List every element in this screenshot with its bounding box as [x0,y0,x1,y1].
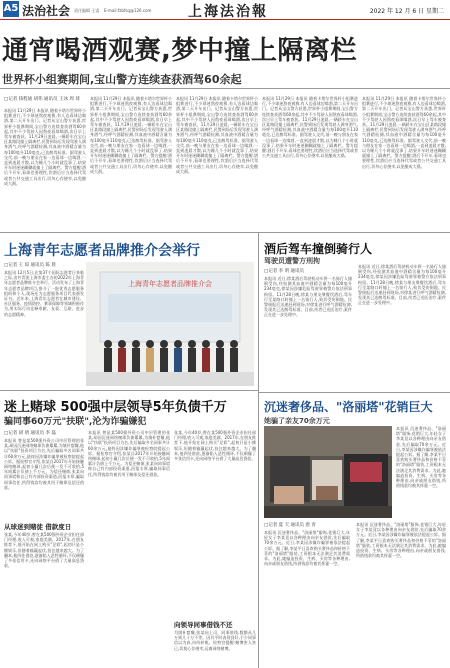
gambling-subtitle: 骗同事60万元"扶联",沦为诈骗嫌犯 [4,417,147,427]
divider [0,390,258,391]
gambling-subhead-2: 向领导同事借钱不还 [174,621,233,629]
drunk-rider-byline: □记者 李 明 通讯员 [264,269,305,274]
lead-headline: 通宵喝酒观赛,梦中撞上隔离栏 [2,36,357,66]
divider [0,88,450,89]
gambling-body-col2: 本报讯 曾是某500强外资公司中层管理的张某,却因沉迷网络赌球负债累累,为填补窟窿,他以"扶联"投资项目为名,先后骗取多名同事共计60余万元,最终因涉嫌诈骗罪被检察院提起公诉。据检察官介绍,张某自2017年开始接触网络赌球,起初小赢几次后便一发不可收拾,5年间累计负债上千万元。为偿还赌债,张某向同事谎称自己有内部投资渠道,回报丰厚,骗取同事信任,所得钱款均被其用于赌球及偿还借款。 [88,430,170,477]
luxury-body-col1: 本报讯 沉迷奢侈品、"洛丽塔"服饰,花销巨大,年轻女子李某竟以各种理由向亲友借款,先后骗取70余万元。近日,李某因涉嫌诈骗罪被依法提起公诉。据了解,李某平日喜欢购买奢侈品和价格不菲的"洛丽塔"服装,工资根本无法满足其消费需求。为此,她编造投资、生病、买房等各种理由,向亲戚朋友借钱,所借钱款均被其挥霍一空。 [264,530,350,567]
column-divider [258,232,259,668]
drunk-rider-body-col1: 本报讯 近日,徐某酒后驾驶机动车将一名骑行人撞倒受伤,经检测其血液中酒精含量为每100毫升234毫克,徐某因涉嫌危险驾驶罪被警方依法刑事拘留。11月28日晚,徐某与朋友聚餐饮酒后,驾车行至某路口时撞上一名骑行人,致其受伤倒地。民警接报后迅速赶到现场,对徐某进行呼气酒精检测,发现其已达醉驾标准。目前,伤者已送医治疗,案件正在进一步处理中。 [264,276,352,318]
lead-body-col2: 本报讯 11月29日 本报讯 随着卡塔尔世界杯小组赛进行,不少球迷熬夜观赛,有人边看球边喝酒,第二天开车出门。记者从宝山警方获悉,世界杯小组赛期间,宝山警方连续查获酒驾60余起,其中不少驾驶人因熬夜看球喝酒,次日早上驾车被查获。11月29日凌晨,一辆轿车在宝山区某路段撞上隔离栏,民警到场后发现驾驶人满身酒气,经呼气酒精检测,其血液中酒精含量为每100毫升110毫克,已达醉驾标准。据驾驶人交代,前一晚与朋友在家一边看球一边喝酒,一直到凌晨才散,以为睡几个小时就没事了,结果开车时迷迷糊糊就撞上了隔离栏。警方提醒:酒后不开车,看球也要理性,饮酒后应当选择代驾或者公共交通工具出行,切勿心存侥幸,以免酿成大祸。 [90,96,172,174]
lead-byline: □记者 钱程通 胡伟 通讯员 王冰 周 琦 [4,97,80,102]
drunk-rider-title: 酒后驾车撞倒骑行人 [264,242,373,256]
volunteer-photo-illustration [86,262,254,386]
lead-subhead: 世界杯小组赛期间,宝山警方连续查获酒驾60余起 [2,73,242,86]
gambling-body-col3: 张某,今年40岁,曾在某500强外资企业担任部门经理,收入可观,家庭美满。2017年,在朋友推荐下,他开始在网上购买"足彩",起初只是小额娱乐,但随着输赢起伏,投注越来越大。为了翻本,他四处借款,逐渐陷入恶性循环,不仅刷爆了多张信用卡,还向网络平台借了大量高息贷款。 [174,430,256,462]
gambling-body-col1: 本报讯 曾是某500强外资公司中层管理的张某,却因沉迷网络赌球负债累累,为填补窟窿,他以"扶联"投资项目为名,先后骗取多名同事共计60余万元,最终因涉嫌诈骗罪被检察院提起公诉。据检察官介绍,张某自2017年开始接触网络赌球,起初小赢几次后便一发不可收拾,5年间累计负债上千万元。为偿还赌债,张某向同事谎称自己有内部投资渠道,回报丰厚,骗取同事信任,所得钱款均被其用于赌球及偿还借款。 [4,438,84,490]
luxury-title: 沉迷奢侈品、"洛丽塔"花销巨大 [264,400,433,414]
page-header [0,0,450,20]
lead-body-col1: 本报讯 11月29日 本报讯 随着卡塔尔世界杯小组赛进行,不少球迷熬夜观赛,有人边看球边喝酒,第二天开车出门。记者从宝山警方获悉,世界杯小组赛期间,宝山警方连续查获酒驾60余起,其中不少驾驶人因熬夜看球喝酒,次日早上驾车被查获。11月29日凌晨,一辆轿车在宝山区某路段撞上隔离栏,民警到场后发现驾驶人满身酒气,经呼气酒精检测,其血液中酒精含量为每100毫升110毫克,已达醉驾标准。据驾驶人交代,前一晚与朋友在家一边看球一边喝酒,一直到凌晨才散,以为睡几个小时就没事了,结果开车时迷迷糊糊就撞上了隔离栏。警方提醒:酒后不开车,看球也要理性,饮酒后应当选择代驾或者公共交通工具出行,切勿心存侥幸,以免酿成大祸。 [4,108,86,186]
lead-body-col5: 本报讯 11月29日 本报讯 随着卡塔尔世界杯小组赛进行,不少球迷熬夜观赛,有人边看球边喝酒,第二天开车出门。记者从宝山警方获悉,世界杯小组赛期间,宝山警方连续查获酒驾60余起,其中不少驾驶人因熬夜看球喝酒,次日早上驾车被查获。11月29日凌晨,一辆轿车在宝山区某路段撞上隔离栏,民警到场后发现驾驶人满身酒气,经呼气酒精检测,其血液中酒精含量为每100毫升110毫克,已达醉驾标准。据驾驶人交代,前一晚与朋友在家一边看球一边喝酒,一直到凌晨才散,以为睡几个小时就没事了,结果开车时迷迷糊糊就撞上了隔离栏。警方提醒:酒后不开车,看球也要理性,饮酒后应当选择代驾或者公共交通工具出行,切勿心存侥幸,以免酿成大祸。 [362,96,446,169]
issue-date: 2022 年 12 月 6 日 星期二 [369,8,444,15]
editor-email: E-mail:fzbfsq@126.com [104,8,152,13]
lead-body-col3: 本报讯 11月29日 本报讯 随着卡塔尔世界杯小组赛进行,不少球迷熬夜观赛,有人边看球边喝酒,第二天开车出门。记者从宝山警方获悉,世界杯小组赛期间,宝山警方连续查获酒驾60余起,其中不少驾驶人因熬夜看球喝酒,次日早上驾车被查获。11月29日凌晨,一辆轿车在宝山区某路段撞上隔离栏,民警到场后发现驾驶人满身酒气,经呼气酒精检测,其血液中酒精含量为每100毫升110毫克,已达醉驾标准。据驾驶人交代,前一晚与朋友在家一边看球一边喝酒,一直到凌晨才散,以为睡几个小时就没事了,结果开车时迷迷糊糊就撞上了隔离栏。警方提醒:酒后不开车,看球也要理性,饮酒后应当选择代驾或者公共交通工具出行,切勿心存侥幸,以免酿成大祸。 [176,96,258,174]
drunk-rider-body-col2: 本报讯 近日,徐某酒后驾驶机动车将一名骑行人撞倒受伤,经检测其血液中酒精含量为每100毫升234毫克,徐某因涉嫌危险驾驶罪被警方依法刑事拘留。11月28日晚,徐某与朋友聚餐饮酒后,驾车行至某路口时撞上一名骑行人,致其受伤倒地。民警接报后迅速赶到现场,对徐某进行呼气酒精检测,发现其已达醉驾标准。目前,伤者已送医治疗,案件正在进一步处理中。 [358,264,446,306]
divider [259,392,450,393]
editor-credit: 责任编辑 王睿 [74,8,100,13]
backdrop-banner: 上海青年志愿者品牌推介会 [128,280,212,288]
gambling-byline: □记者 胡 倩 通讯员 李 磊 [4,431,56,436]
gambling-title: 迷上赌球 500强中层领导5年负债千万 [4,400,227,415]
divider [0,232,450,233]
volunteer-byline: □记者 王 琼 通讯员 陈 晨 [4,263,56,268]
gambling-subhead-1: 从球迷到赌徒 借款度日 [4,523,72,531]
gambling-body-col1b: 张某,今年40岁,曾在某500强外资企业担任部门经理,收入可观,家庭美满。2017年,在朋友推荐下,他开始在网上购买"足彩",起初只是小额娱乐,但随着输赢起伏,投注越来越大。为了翻本,他四处借款,逐渐陷入恶性循环,不仅刷爆了多张信用卡,还向网络平台借了大量高息贷款。 [4,532,84,569]
volunteer-body: 本报讯 12月5日,在第37个国际志愿者日来临之际,由共青团上海市委主办的2022年上海青年志愿者品牌推介会举行。活动发布了上海青年志愿者品牌项目,推介了一批优秀志愿服务组织和个人,现场还为志愿服务项目代表颁发证书。近年来,上海青年志愿者在城市建设、社区服务、疫情防控、赛事保障等领域积极作为,用实际行动诠释奉献、友爱、互助、进步的志愿精神。 [4,270,84,317]
page-number: A5 [3,1,19,17]
luxury-subtitle: 她骗了亲友70余万元 [264,417,330,425]
luxury-body-col-right: 本报讯 沉迷奢侈品、"洛丽塔"服饰,花销巨大,年轻女子李某竟以各种理由向亲友借款,先后骗取70余万元。近日,李某因涉嫌诈骗罪被依法提起公诉。据了解,李某平日喜欢购买奢侈品和价格不菲的"洛丽塔"服装,工资根本无法满足其消费需求。为此,她编造投资、生病、买房等各种理由,向亲戚朋友借钱,所借钱款均被其挥霍一空。 [396,426,446,489]
luxury-photo-illustration [264,426,392,518]
gambling-body-col3b: 为填补窟窿,张某向上司、同事借钱,数额从几万到几十万不等。因其平时表现良好,不少同事信以为真,纷纷转账。检察官提醒:赌博害人害己,切莫心存侥幸,远离网络赌博。 [174,630,256,651]
luxury-photo [264,426,392,518]
volunteer-title: 上海青年志愿者品牌推介会举行 [4,243,200,259]
luxury-body-col2: 本报讯 沉迷奢侈品、"洛丽塔"服饰,花销巨大,年轻女子李某竟以各种理由向亲友借款,先后骗取70余万元。近日,李某因涉嫌诈骗罪被依法提起公诉。据了解,李某平日喜欢购买奢侈品和价格不菲的"洛丽塔"服装,工资根本无法满足其消费需求。为此,她编造投资、生病、买房等各种理由,向亲戚朋友借钱,所借钱款均被其挥霍一空。 [356,522,446,559]
section-title: 法治社会 [22,4,71,18]
lead-body-col4: 本报讯 11月29日 本报讯 随着卡塔尔世界杯小组赛进行,不少球迷熬夜观赛,有人边看球边喝酒,第二天开车出门。记者从宝山警方获悉,世界杯小组赛期间,宝山警方连续查获酒驾60余起,其中不少驾驶人因熬夜看球喝酒,次日早上驾车被查获。11月29日凌晨,一辆轿车在宝山区某路段撞上隔离栏,民警到场后发现驾驶人满身酒气,经呼气酒精检测,其血液中酒精含量为每100毫升110毫克,已达醉驾标准。据驾驶人交代,前一晚与朋友在家一边看球一边喝酒,一直到凌晨才散,以为睡几个小时就没事了,结果开车时迷迷糊糊就撞上了隔离栏。警方提醒:酒后不开车,看球也要理性,饮酒后应当选择代驾或者公共交通工具出行,切勿心存侥幸,以免酿成大祸。 [262,96,358,159]
luxury-byline: □记者 夏 天 通讯员 唐 青 [264,523,316,528]
volunteer-photo [86,262,254,386]
drunk-rider-subtitle: 驾驶员遭警方刑拘 [264,257,320,265]
masthead: 上海法治報 [188,4,268,20]
